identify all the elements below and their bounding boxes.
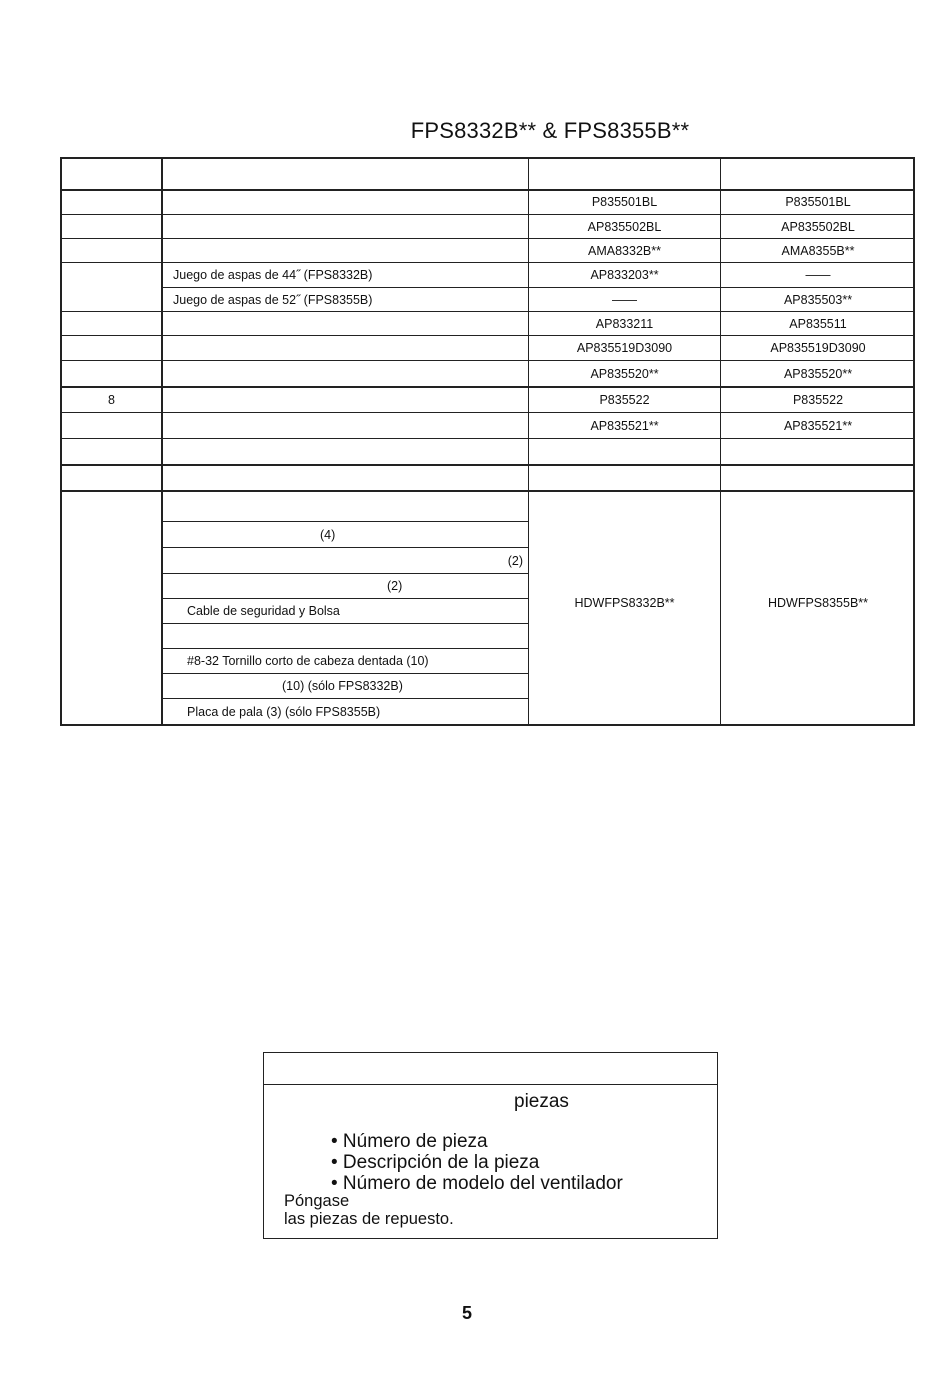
part-number-fps8355b: P835501BL: [785, 195, 851, 209]
row-number: [62, 263, 161, 311]
note-bullet: • Número de pieza: [331, 1131, 488, 1152]
hardware-item: Cable de seguridad y Bolsa: [187, 604, 340, 618]
hardware-bag-fps8355b: HDWFPS8355B**: [767, 595, 869, 610]
row-number: [62, 336, 161, 360]
part-number-fps8332b: AMA8332B**: [588, 243, 661, 258]
part-number-fps8332b: P835522: [599, 393, 650, 407]
note-footer-line: Póngase: [284, 1192, 350, 1210]
part-number-fps8355b: ——: [805, 268, 831, 282]
part-number-fps8355b: AMA8355B**: [781, 243, 855, 258]
row-description: [162, 336, 528, 360]
part-number-fps8355b: AP835502BL: [781, 219, 855, 234]
hardware-item: (2): [387, 579, 403, 593]
part-number-fps8332b: AP835521**: [590, 418, 659, 433]
row-description: [162, 413, 528, 438]
hardware-item: [162, 624, 528, 648]
row-description: [162, 312, 528, 335]
part-number-fps8355b: AP835521**: [783, 418, 853, 433]
hardware-item: (2): [507, 553, 523, 568]
page-number: 5: [461, 1303, 472, 1323]
note-bullet-list: [331, 1131, 623, 1194]
note-header: [264, 1053, 717, 1085]
row-number: [62, 239, 161, 262]
row-number: [62, 215, 161, 238]
hardware-item: (10) (sólo FPS8332B): [282, 679, 403, 693]
row-description: [162, 190, 528, 214]
hardware-item: #8-32 Tornillo corto de cabeza dentada (10): [187, 654, 429, 668]
part-number-fps8355b: AP835519D3090: [770, 341, 866, 355]
row-description: [162, 239, 528, 262]
part-number-fps8332b: AP833211: [595, 316, 654, 331]
row-number: [62, 190, 161, 214]
row-description: [162, 361, 528, 386]
part-number-fps8355b: P835522: [792, 393, 844, 407]
hardware-item: Placa de pala (3) (sólo FPS8355B): [187, 705, 381, 719]
row-description: Juego de aspas de 44˝ (FPS8332B): [173, 268, 373, 282]
row-description: [162, 215, 528, 238]
row-description: Juego de aspas de 52˝ (FPS8355B): [173, 292, 373, 307]
replacement-parts-note: [263, 1052, 718, 1239]
note-bullet: • Número de modelo del ventilador: [331, 1173, 623, 1194]
part-number-fps8332b: ——: [612, 292, 637, 307]
part-number-fps8355b: AP835520**: [783, 366, 853, 381]
row-description: [162, 388, 528, 412]
part-number-fps8332b: AP835520**: [590, 366, 659, 381]
table-rule: [62, 464, 913, 466]
row-number: [62, 413, 161, 438]
note-footer: [284, 1193, 454, 1228]
part-number-fps8332b: AP835519D3090: [576, 341, 673, 355]
note-footer-line: las piezas de repuesto.: [284, 1209, 454, 1228]
part-number-fps8332b: P835501BL: [591, 195, 658, 209]
note-bullet: • Descripción de la pieza: [331, 1152, 540, 1173]
hardware-item: [162, 492, 528, 521]
hardware-item: (4): [320, 527, 336, 542]
part-number-fps8332b: AP833203**: [590, 268, 659, 282]
part-number-fps8355b: AP835503**: [783, 292, 853, 307]
part-number-fps8355b: AP835511: [789, 316, 847, 331]
row-number: [62, 312, 161, 335]
note-lead: piezas: [514, 1091, 569, 1112]
row-number: [62, 361, 161, 386]
row-number: 8: [108, 393, 115, 407]
parts-table: [60, 157, 915, 726]
hardware-bag-fps8332b: HDWFPS8332B**: [574, 595, 675, 610]
table-rule: [62, 438, 913, 439]
page-title: FPS8332B** & FPS8355B**: [410, 118, 690, 143]
part-number-fps8332b: AP835502BL: [587, 219, 662, 234]
